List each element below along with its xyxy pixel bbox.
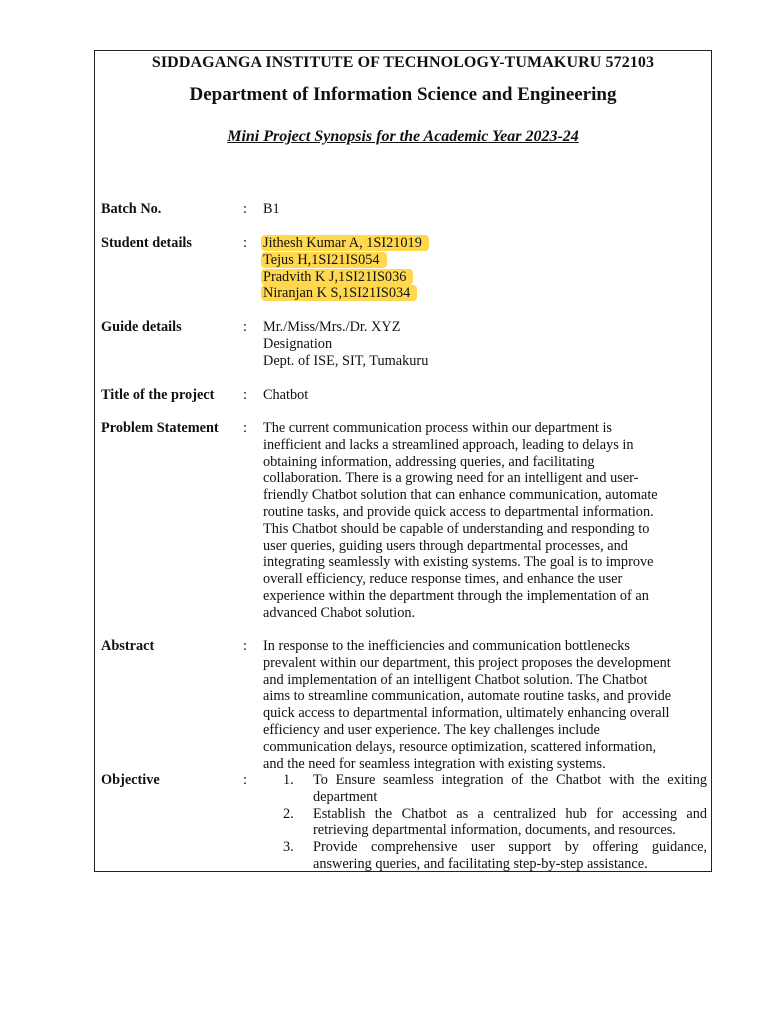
objective-number: 2.	[283, 805, 294, 822]
problem-line: inefficient and lacks a streamlined approach, leading to delays in	[263, 436, 634, 453]
guide-details	[263, 319, 707, 369]
problem-text	[263, 420, 707, 622]
objective-item	[283, 806, 707, 840]
objective-colon: :	[243, 772, 247, 788]
abstract-line: quick access to departmental information, ultimately enhancing overall	[263, 705, 670, 722]
title-label: Title of the project	[101, 387, 215, 403]
problem-line: user queries, guiding users through departmental processes, and	[263, 537, 628, 554]
student-name: Niranjan K S,1SI21IS034	[261, 285, 417, 301]
problem-line: integrating seamlessly with existing systems. The goal is to improve	[263, 554, 654, 571]
abstract-line: and implementation of an intelligent Chatbot solution. The Chatbot	[263, 671, 648, 688]
synopsis-title	[95, 128, 711, 146]
abstract-line: communication delays, resource optimization, scattered information,	[263, 738, 657, 755]
student-list	[263, 235, 707, 302]
guide-line: Mr./Miss/Mrs./Dr. XYZ	[263, 319, 401, 335]
abstract-label: Abstract	[101, 638, 155, 654]
batch-value: B1	[263, 201, 280, 217]
abstract-colon: :	[243, 638, 247, 654]
objective-text: To Ensure seamless integration of the Chatbot with the exiting department	[313, 772, 707, 805]
guide-colon: :	[243, 319, 247, 335]
abstract-line: prevalent within our department, this project proposes the development	[263, 654, 671, 671]
guide-line: Dept. of ISE, SIT, Tumakuru	[263, 352, 429, 369]
objective-text: Provide comprehensive user support by offering guidance, answering queries, and facilitating step-by-step assistance.	[313, 839, 707, 872]
department-name: Department of Information Science and Engineering	[189, 84, 617, 105]
batch-colon: :	[243, 201, 247, 217]
synopsis-frame	[94, 50, 712, 872]
problem-line: friendly Chatbot solution that can enhance communication, automate	[263, 487, 658, 504]
student-label: Student details	[101, 235, 192, 251]
abstract-line: efficiency and user experience. The key challenges include	[263, 721, 600, 738]
abstract-line: In response to the inefficiencies and communication bottlenecks	[263, 638, 630, 654]
problem-line: The current communication process within our department is	[263, 420, 612, 436]
title-colon: :	[243, 387, 247, 403]
title-value: Chatbot	[263, 387, 309, 403]
problem-line: This Chatbot should be capable of understanding and responding to	[263, 520, 650, 537]
student-colon: :	[243, 235, 247, 251]
problem-line: advanced Chabot solution.	[263, 604, 416, 621]
problem-line: obtaining information, addressing queries, and facilitating	[263, 453, 595, 470]
abstract-line: aims to streamline communication, automate routine tasks, and provide	[263, 688, 672, 705]
problem-line: collaboration. There is a growing need for an intelligent and user-	[263, 470, 639, 487]
student-name: Jithesh Kumar A, 1SI21019	[261, 235, 429, 251]
objective-item	[283, 772, 707, 806]
objective-item	[283, 839, 707, 873]
objective-list	[283, 772, 707, 873]
student-name: Pradvith K J,1SI21IS036	[261, 269, 413, 285]
objective-label: Objective	[101, 772, 160, 788]
abstract-line: and the need for seamless integration with existing systems.	[263, 755, 606, 772]
objective-number: 1.	[283, 772, 294, 788]
batch-label: Batch No.	[101, 201, 162, 217]
problem-line: experience within the department through the implementation of an	[263, 587, 649, 604]
problem-line: overall efficiency, reduce response times, and enhance the user	[263, 571, 623, 588]
student-name: Tejus H,1SI21IS054	[261, 252, 387, 268]
problem-label: Problem Statement	[101, 420, 219, 436]
guide-line: Designation	[263, 335, 333, 352]
institute-name: SIDDAGANGA INSTITUTE OF TECHNOLOGY-TUMAKURU 572103	[151, 54, 655, 71]
abstract-text	[263, 638, 707, 772]
guide-label: Guide details	[101, 319, 182, 335]
problem-colon: :	[243, 420, 247, 436]
problem-line: routine tasks, and provide quick access to departmental information.	[263, 503, 654, 520]
synopsis-title-text: Mini Project Synopsis for the Academic Year 2023-24	[227, 128, 579, 145]
objective-text: Establish the Chatbot as a centralized hub for accessing and retrieving departmental information, documents, and resources.	[313, 805, 707, 839]
objective-number: 3.	[283, 839, 294, 856]
